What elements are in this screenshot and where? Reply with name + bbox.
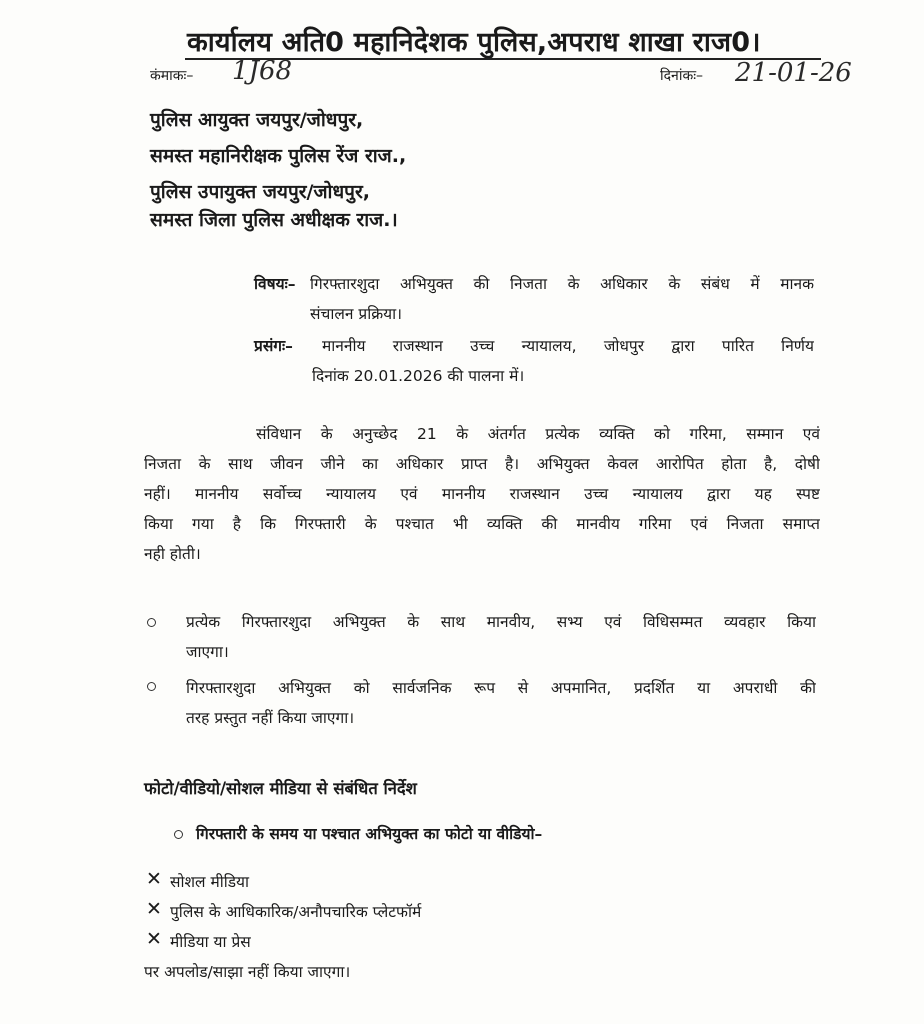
media-x-item-3: मीडिया या प्रेस (170, 933, 251, 951)
subject-label: विषयः– (254, 275, 296, 293)
cross-icon: ✕ (146, 898, 162, 920)
media-closing-line: पर अपलोड/साझा नहीं किया जाएगा। (144, 963, 351, 981)
subject-line-2: संचालन प्रक्रिया। (310, 305, 402, 323)
subject-line-1: गिरफ्तारशुदा अभियुक्त की निजता के अधिकार के संबंध में मानक (310, 275, 814, 293)
body-line-1: संविधान के अनुच्छेद 21 के अंतर्गत प्रत्येक व्यक्ति को गरिमा, सम्मान एवं (256, 425, 820, 443)
number-label: कंमाकः– (150, 68, 194, 84)
addressee-2: समस्त महानिरीक्षक पुलिस रेंज राज., (150, 145, 407, 167)
letter-date: 21-01-26 (735, 58, 852, 88)
reference-label: प्रसंगः– (254, 337, 293, 355)
body-line-3: नहीं। माननीय सर्वोच्च न्यायालय एवं माननीय राजस्थान उच्च न्यायालय द्वारा यह स्पष्ट (144, 485, 820, 503)
bullet-2-line-1: गिरफ्तारशुदा अभियुक्त को सार्वजनिक रूप से अपमानित, प्रदर्शित या अपराधी की (186, 679, 816, 697)
date-label: दिनांकः– (660, 68, 704, 84)
addressee-1: पुलिस आयुक्त जयपुर/जोधपुर, (150, 109, 364, 131)
reference-line-1: माननीय राजस्थान उच्च न्यायालय, जोधपुर द्वारा पारित निर्णय (322, 337, 814, 355)
cross-icon: ✕ (146, 868, 162, 890)
body-line-2: निजता के साथ जीवन जीने का अधिकार प्राप्त है। अभियुक्त केवल आरोपित होता है, दोषी (144, 455, 820, 473)
media-x-item-2: पुलिस के आधिकारिक/अनौपचारिक प्लेटफॉर्म (170, 903, 422, 921)
reference-line-2: दिनांक 20.01.2026 की पालना में। (312, 367, 525, 385)
body-line-5: नही होती। (144, 545, 201, 563)
office-title: कार्यालय अति0 महानिदेशक पुलिस,अपराध शाखा राज0। (187, 27, 761, 58)
media-section-heading: फोटो/वीडियो/सोशल मीडिया से संबंधित निर्देश (144, 779, 417, 798)
dispatch-number: 1J68 (232, 56, 293, 86)
bullet-icon (147, 682, 156, 691)
media-sub-bullet: गिरफ्तारी के समय या पश्चात अभियुक्त का फोटो या वीडियो– (196, 825, 543, 843)
addressee-4: समस्त जिला पुलिस अधीक्षक राज.। (150, 209, 398, 231)
body-line-4: किया गया है कि गिरफ्तारी के पश्चात भी व्यक्ति की मानवीय गरिमा एवं निजता समाप्त (144, 515, 820, 533)
addressee-3: पुलिस उपायुक्त जयपुर/जोधपुर, (150, 181, 370, 203)
bullet-1-line-1: प्रत्येक गिरफ्तारशुदा अभियुक्त के साथ मानवीय, सभ्य एवं विधिसम्मत व्यवहार किया (186, 613, 816, 631)
cross-icon: ✕ (146, 928, 162, 950)
media-x-item-1: सोशल मीडिया (170, 873, 250, 891)
bullet-icon (174, 830, 183, 839)
bullet-1-line-2: जाएगा। (186, 643, 229, 661)
bullet-icon (147, 618, 156, 627)
bullet-2-line-2: तरह प्रस्तुत नहीं किया जाएगा। (186, 709, 355, 727)
